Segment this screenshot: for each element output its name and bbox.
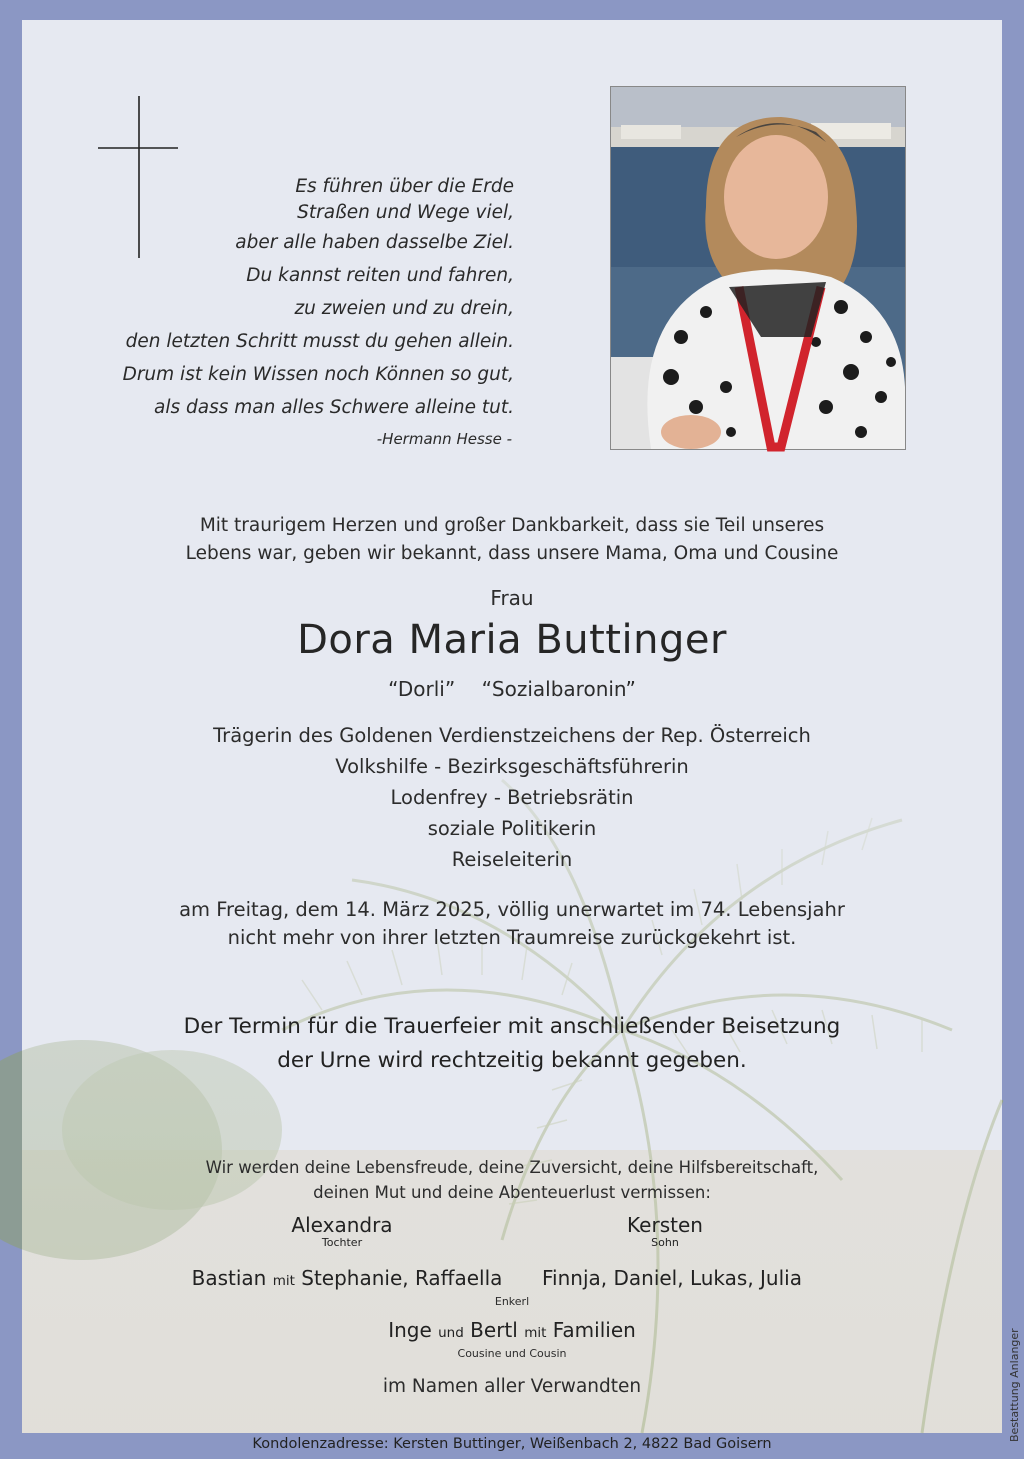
poem-line: Es führen über die Erde	[295, 176, 514, 197]
mourner-conj: und	[438, 1325, 464, 1341]
miss-line: deinen Mut und deine Abenteuerlust vermissen:	[313, 1183, 711, 1202]
death-line: nicht mehr von ihrer letzten Traumreise zurückgekehrt ist.	[227, 926, 797, 949]
mourner-cousins	[312, 1318, 712, 1342]
intro-line: Mit traurigem Herzen und großer Dankbarkeit, dass sie Teil unseres	[199, 515, 825, 536]
mourner-name: Inge	[388, 1318, 432, 1342]
deceased-name: Dora Maria Buttinger	[297, 617, 727, 663]
mourner-relation: Sohn	[651, 1236, 679, 1249]
mourner-relation: Tochter	[321, 1236, 363, 1249]
poem-line: aber alle haben dasselbe Ziel.	[235, 232, 514, 253]
death-notice	[22, 896, 1002, 952]
poem-line: zu zweien und zu drein,	[294, 298, 514, 319]
ceremony-line: der Urne wird rechtzeitig bekannt gegeben.	[277, 1048, 747, 1073]
mourner-name: Bastian	[191, 1266, 267, 1290]
mourner-grandchildren-b	[522, 1266, 822, 1290]
mourner-name: Familien	[552, 1318, 636, 1342]
salutation: Frau	[490, 586, 534, 610]
title-item: Trägerin des Goldenen Verdienstzeichens der Rep. Österreich	[213, 724, 811, 747]
title-item: Volkshilfe - Bezirksgeschäftsführerin	[335, 755, 689, 778]
portrait-photo	[610, 86, 906, 450]
mourner-name: Stephanie, Raffaella	[301, 1266, 503, 1290]
title-item: soziale Politikerin	[427, 817, 597, 840]
mourner-name: Finnja, Daniel, Lukas, Julia	[542, 1266, 802, 1290]
grandchildren-relation: Enkerl	[494, 1295, 530, 1308]
mourner-son	[565, 1213, 765, 1249]
miss-line: Wir werden deine Lebensfreude, deine Zuversicht, deine Hilfsbereitschaft,	[205, 1158, 819, 1177]
mourner-conj: mit	[524, 1325, 547, 1341]
death-line: am Freitag, dem 14. März 2025, völlig unerwartet im 74. Lebensjahr	[179, 898, 845, 921]
intro-text	[22, 512, 1002, 568]
mourner-name: Alexandra	[291, 1213, 393, 1237]
miss-text	[22, 1155, 1002, 1205]
title-item: Reiseleiterin	[451, 848, 573, 871]
obituary-card	[22, 20, 1021, 1442]
intro-line: Lebens war, geben wir bekannt, dass unsere Mama, Oma und Cousine	[185, 543, 839, 564]
poem-line: Du kannst reiten und fahren,	[246, 265, 514, 286]
mourner-daughter	[242, 1213, 442, 1249]
mourner-name: Kersten	[627, 1213, 703, 1237]
titles-list	[22, 720, 1002, 875]
cousins-relation: Cousine und Cousin	[457, 1347, 567, 1360]
behalf-text: im Namen aller Verwandten	[382, 1376, 642, 1397]
poem-line: den letzten Schritt musst du gehen allein.	[125, 331, 514, 352]
title-item: Lodenfrey - Betriebsrätin	[390, 786, 634, 809]
vendor-label: Bestattung Anlanger	[1008, 1328, 1021, 1442]
mourner-grandchildren-a	[162, 1266, 532, 1290]
poem-author: -Hermann Hesse -	[376, 430, 512, 448]
poem	[22, 175, 514, 454]
mourner-name: Bertl	[470, 1318, 518, 1342]
nicknames: “Dorli” “Sozialbaronin”	[388, 677, 636, 701]
ceremony-line: Der Termin für die Trauerfeier mit anschließender Beisetzung	[183, 1014, 841, 1039]
mourner-conj: mit	[272, 1273, 295, 1289]
ceremony-notice	[22, 1010, 1002, 1078]
poem-line: als dass man alles Schwere alleine tut.	[154, 397, 514, 418]
poem-line: Straßen und Wege viel,	[297, 202, 514, 223]
condolence-address: Kondolenzadresse: Kersten Buttinger, Weißenbach 2, 4822 Bad Goisern	[252, 1436, 772, 1452]
poem-line: Drum ist kein Wissen noch Können so gut,	[122, 364, 514, 385]
